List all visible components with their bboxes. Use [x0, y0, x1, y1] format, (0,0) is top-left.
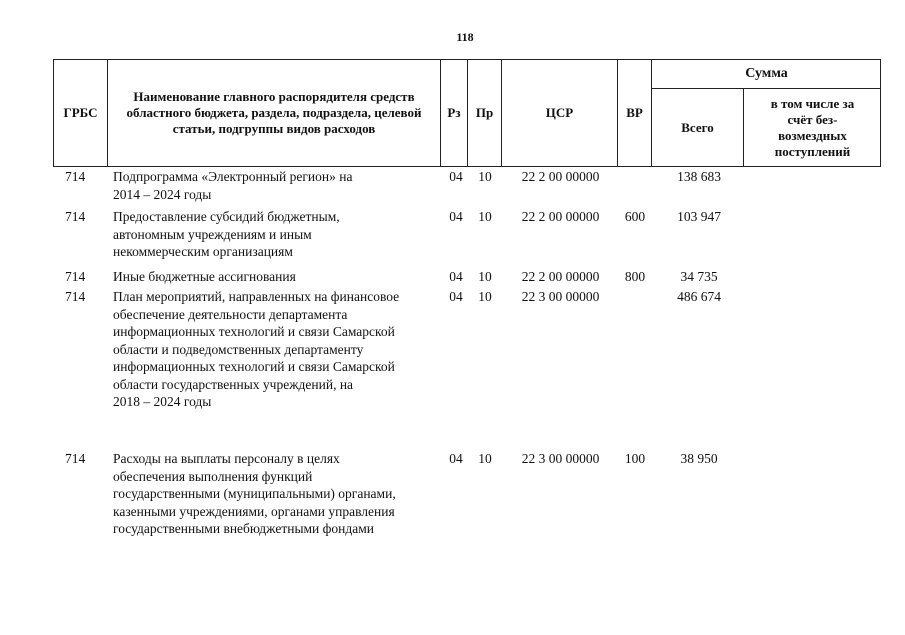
cell-rz: 04	[449, 209, 463, 224]
cell-vr: 800	[624, 269, 646, 284]
cell-csr: 22 2 00 00000	[521, 269, 600, 284]
header-name: Наименование главного распорядителя средств областного бюджета, раздела, подраздела, целевой статьи, подгруппы видов расходов	[126, 89, 422, 136]
cell-pr: 10	[478, 451, 492, 466]
cell-pr: 10	[478, 289, 492, 304]
cell-pr: 10	[478, 269, 492, 284]
header-total: Всего	[681, 119, 714, 135]
cell-grbs: 714	[65, 269, 86, 284]
header-sum: Сумма	[745, 66, 788, 81]
cell-pr: 10	[478, 209, 492, 224]
cell-total: 103 947	[677, 209, 721, 224]
cell-grbs: 714	[65, 169, 86, 184]
cell-grbs: 714	[65, 451, 86, 466]
cell-grbs: 714	[65, 209, 86, 224]
cell-total: 38 950	[680, 451, 718, 466]
cell-grbs: 714	[65, 289, 86, 304]
cell-name: Подпрограмма «Электронный регион» на 2014 – 2024 годы	[113, 169, 353, 202]
cell-name: Расходы на выплаты персоналу в целях обеспечения выполнения функций государственными (муниципальными) органами, казенными учреждениями, органами управления государственными внебюджетными фондами	[113, 451, 396, 536]
cell-vr: 100	[624, 451, 646, 466]
header-rz: Рз	[447, 105, 461, 120]
cell-csr: 22 2 00 00000	[521, 169, 600, 184]
cell-rz: 04	[449, 289, 463, 304]
table-header	[53, 59, 881, 167]
cell-rz: 04	[449, 269, 463, 284]
cell-name: Предоставление субсидий бюджетным, автономным учреждениям и иным некоммерческим организациям	[113, 209, 340, 259]
cell-total: 138 683	[677, 169, 721, 184]
cell-csr: 22 3 00 00000	[521, 289, 600, 304]
header-pr: Пр	[475, 105, 494, 120]
page-number: 118	[456, 30, 474, 44]
cell-vr: 600	[624, 209, 646, 224]
cell-name: План мероприятий, направленных на финансовое обеспечение деятельности департамента информационных технологий и связи Самарской области и подведомственных департаменту информационных технологий и связи Самарской области государственных учреждений, на 2018 – 2024 годы	[113, 289, 400, 409]
header-grbs: ГРБС	[63, 105, 98, 120]
cell-total: 34 735	[680, 269, 718, 284]
cell-name: Иные бюджетные ассигнования	[113, 269, 296, 284]
header-incl-grants: в том числе за счёт без-возмездных поступлений	[770, 95, 855, 159]
cell-total: 486 674	[677, 289, 721, 304]
header-csr: ЦСР	[545, 105, 574, 120]
header-vr: ВР	[626, 105, 643, 120]
cell-rz: 04	[449, 169, 463, 184]
cell-rz: 04	[449, 451, 463, 466]
cell-csr: 22 2 00 00000	[521, 209, 600, 224]
cell-csr: 22 3 00 00000	[521, 451, 600, 466]
cell-pr: 10	[478, 169, 492, 184]
